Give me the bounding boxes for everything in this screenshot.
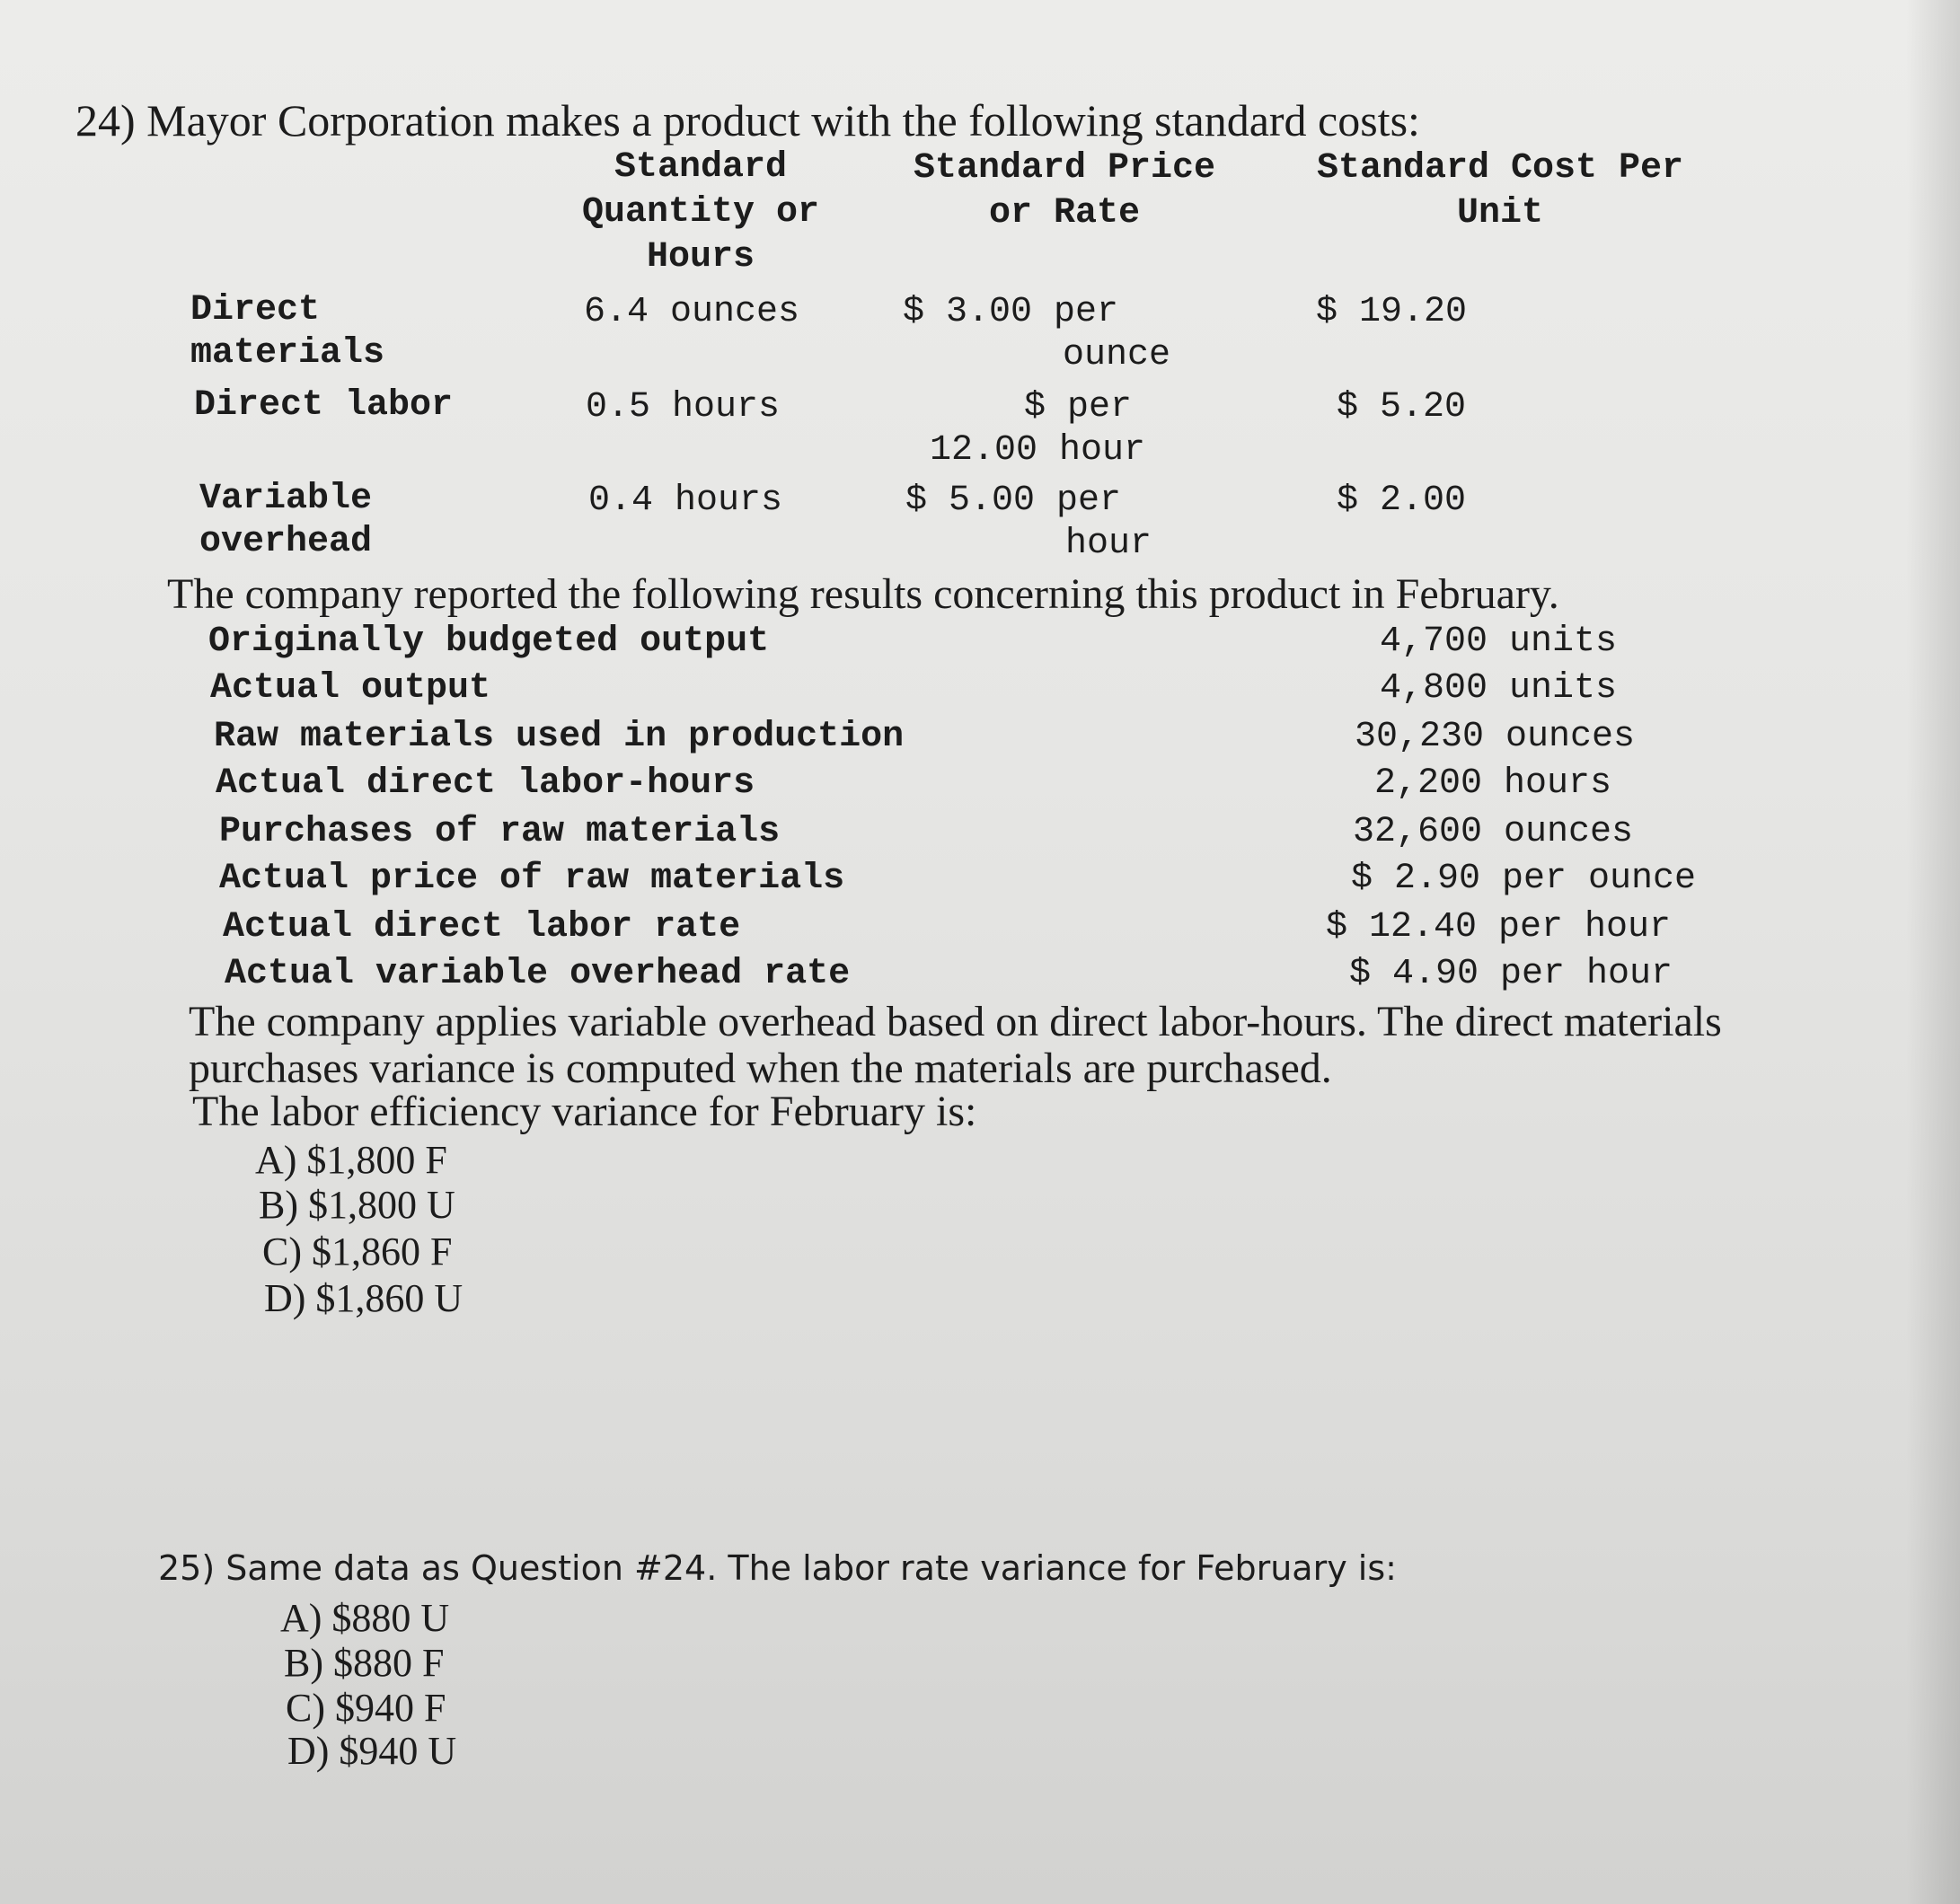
result-label: Purchases of raw materials (219, 812, 781, 852)
result-label: Actual variable overhead rate (225, 954, 851, 994)
result-label: Actual price of raw materials (219, 859, 845, 899)
row-label-direct-materials: Direct materials (190, 290, 385, 374)
row-label-variable-overhead: Variable overhead (199, 479, 373, 562)
result-label: Raw materials used in production (214, 717, 905, 757)
row-qty-direct-materials: 6.4 ounces (584, 292, 800, 332)
row-cost-direct-materials: $ 19.20 (1316, 292, 1468, 332)
q24-option-b[interactable]: B) $1,800 U (259, 1183, 455, 1227)
question-24-title: 24) Mayor Corporation makes a product with the following standard costs: (75, 95, 1420, 145)
question-24-prompt: The labor efficiency variance for February is: (192, 1088, 977, 1135)
result-label: Actual direct labor rate (223, 907, 741, 948)
header-standard-price: Standard Price or Rate (913, 148, 1216, 234)
q25-option-d[interactable]: D) $940 U (287, 1729, 457, 1773)
results-intro: The company reported the following results concerning this product in February. (167, 570, 1559, 618)
question-25-title: 25) Same data as Question #24. The labor rate variance for February is: (158, 1548, 1397, 1588)
q24-option-c[interactable]: C) $1,860 F (262, 1230, 453, 1274)
row-price-variable-overhead: $ 5.00 per hour (905, 480, 1152, 564)
result-value: 30,230 ounces (1355, 717, 1636, 757)
row-price-direct-materials: $ 3.00 per ounce (903, 292, 1171, 375)
result-value: 2,200 hours (1374, 763, 1612, 804)
q25-option-b[interactable]: B) $880 F (284, 1641, 445, 1685)
result-value: $ 12.40 per hour (1326, 907, 1672, 948)
row-label-direct-labor: Direct labor (194, 385, 454, 426)
result-label: Actual direct labor-hours (216, 763, 755, 804)
result-label: Actual output (210, 668, 491, 709)
row-qty-variable-overhead: 0.4 hours (588, 480, 783, 521)
page-shadow (1906, 0, 1960, 1904)
note-paragraph: The company applies variable overhead based on direct labor-hours. The direct materials purchases variance is computed when the materials are purchased. (189, 998, 1722, 1092)
result-value: 4,800 units (1380, 668, 1618, 709)
row-cost-variable-overhead: $ 2.00 (1337, 480, 1467, 521)
result-value: $ 4.90 per hour (1349, 954, 1673, 994)
q25-option-a[interactable]: A) $880 U (280, 1596, 450, 1640)
header-standard-quantity: Standard Quantity or Hours (581, 147, 820, 278)
q24-option-d[interactable]: D) $1,860 U (264, 1276, 464, 1320)
result-label: Originally budgeted output (208, 621, 770, 662)
row-cost-direct-labor: $ 5.20 (1337, 387, 1467, 428)
q24-option-a[interactable]: A) $1,800 F (255, 1138, 447, 1182)
result-value: 4,700 units (1380, 621, 1618, 662)
row-qty-direct-labor: 0.5 hours (586, 387, 781, 428)
row-price-direct-labor: $ per 12.00 hour (930, 387, 1146, 471)
q25-option-c[interactable]: C) $940 F (286, 1686, 446, 1730)
result-value: 32,600 ounces (1353, 812, 1634, 852)
header-standard-cost: Standard Cost Per Unit (1316, 148, 1684, 234)
result-value: $ 2.90 per ounce (1351, 859, 1697, 899)
